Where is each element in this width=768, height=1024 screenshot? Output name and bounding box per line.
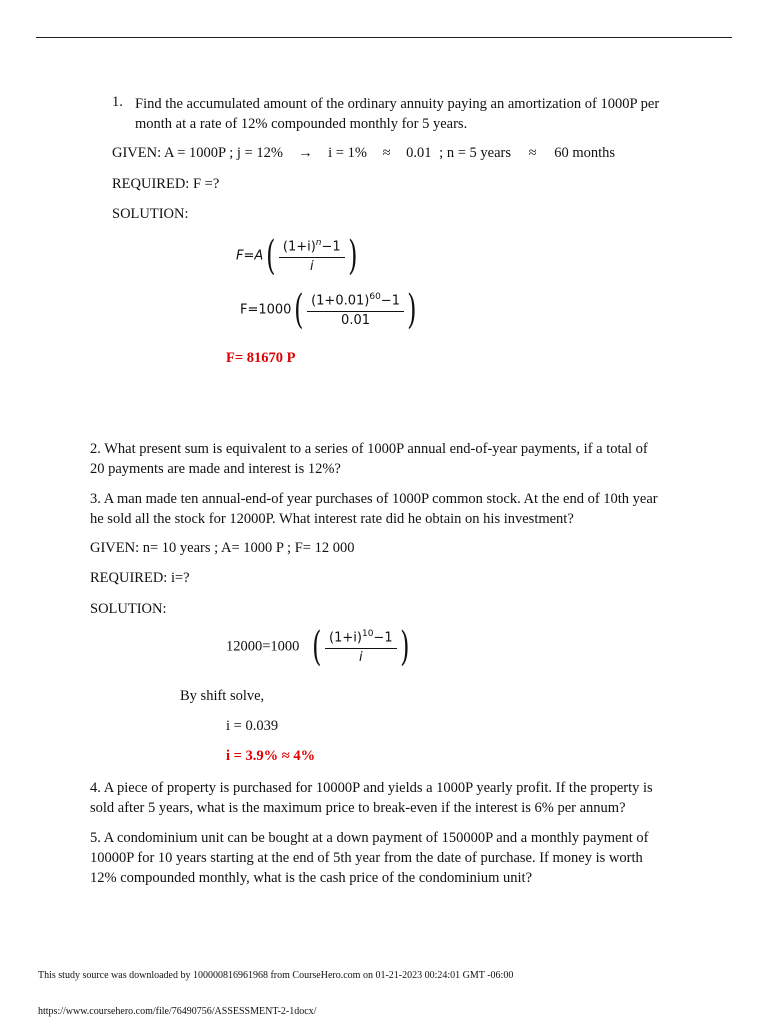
numerator xyxy=(325,629,397,648)
fraction xyxy=(307,292,404,327)
q3-i-value: i = 0.039 xyxy=(226,718,279,734)
approx-icon: ≈ xyxy=(382,145,391,161)
exponent: n xyxy=(315,238,322,249)
question-line: sold after 5 years, what is the maximum price to break-even if the interest is 6% per annum? xyxy=(90,800,626,816)
num-base: (1+i) xyxy=(282,239,316,255)
formula-lhs: F=1000 xyxy=(240,302,292,318)
question-line: 2. What present sum is equivalent to a series of 1000P annual end-of-year payments, if a total of xyxy=(90,441,648,457)
q3-formula xyxy=(226,624,412,670)
q3-shift-solve: By shift solve, xyxy=(180,688,265,704)
question-text xyxy=(135,94,680,134)
left-paren: ( xyxy=(266,233,276,279)
q1-formula xyxy=(236,233,360,279)
q1-required: REQUIRED: F =? xyxy=(112,176,220,192)
question-line: Find the accumulated amount of the ordinary annuity paying an amortization of 1000P per xyxy=(135,96,660,112)
right-paren: ) xyxy=(407,287,417,333)
top-rule xyxy=(36,37,732,38)
exponent: 10 xyxy=(361,629,374,640)
fraction xyxy=(325,629,397,664)
right-paren: ) xyxy=(399,624,410,670)
given-text: GIVEN: A = 1000P ; j = 12% xyxy=(112,145,283,161)
q1-formula-substituted xyxy=(240,287,420,333)
question-line: 3. A man made ten annual-end-of year purchases of 1000P common stock. At the end of 10th year xyxy=(90,491,658,507)
question-line: 12% compounded monthly, what is the cash price of the condominium unit? xyxy=(90,870,533,886)
num-tail: −1 xyxy=(321,239,341,255)
num-tail: −1 xyxy=(380,293,400,309)
q1-answer: F= 81670 P xyxy=(226,350,296,366)
num-base: (1+i) xyxy=(329,630,362,646)
question-line: 10000P for 10 years starting at the end of 5th year from the date of purchase. If money is worth xyxy=(90,850,643,866)
given-n: ; n = 5 years xyxy=(439,145,511,161)
num-base: (1+0.01) xyxy=(311,293,370,309)
q1-solution-label: SOLUTION: xyxy=(112,206,189,222)
right-paren: ) xyxy=(347,233,358,279)
given-i: i = 1% xyxy=(328,145,367,161)
question-line: 20 payments are made and interest is 12%? xyxy=(90,461,341,477)
question-line: 4. A piece of property is purchased for 10000P and yields a 1000P yearly profit. If the property is xyxy=(90,780,653,796)
q3-given: GIVEN: n= 10 years ; A= 1000 P ; F= 12 000 xyxy=(90,540,355,556)
given-months: 60 months xyxy=(554,145,616,161)
question-4 xyxy=(90,778,678,818)
denominator: i xyxy=(309,258,314,274)
question-2 xyxy=(90,439,678,479)
exponent: 60 xyxy=(369,292,381,303)
approx-icon: ≈ xyxy=(528,145,537,161)
question-line: 5. A condominium unit can be bought at a down payment of 150000P and a monthly payment of xyxy=(90,830,649,846)
numerator xyxy=(307,292,404,311)
question-line: month at a rate of 12% compounded monthly for 5 years. xyxy=(135,116,468,132)
left-paren: ( xyxy=(294,287,304,333)
q3-answer: i = 3.9% ≈ 4% xyxy=(226,748,316,764)
footer-url[interactable]: https://www.coursehero.com/file/76490756/ASSESSMENT-2-1docx/ xyxy=(38,1006,317,1017)
denominator: 0.01 xyxy=(341,312,370,328)
question-number: 1. xyxy=(112,94,123,110)
arrow-icon: → xyxy=(298,145,313,161)
formula-lhs: 12000=1000 xyxy=(226,638,300,655)
formula-lhs: F=A xyxy=(236,248,264,264)
footer-source: This study source was downloaded by 100000816961968 from CourseHero.com on 01-21-2023 00:24:01 GMT -06:00 xyxy=(38,970,514,981)
q1-given xyxy=(112,145,615,162)
fraction xyxy=(279,238,345,273)
given-i-decimal: 0.01 xyxy=(406,145,432,161)
left-paren: ( xyxy=(312,624,322,670)
question-3 xyxy=(90,489,678,529)
num-tail: −1 xyxy=(373,630,393,646)
q3-solution-label: SOLUTION: xyxy=(90,601,167,617)
numerator xyxy=(279,238,345,257)
question-line: he sold all the stock for 12000P. What interest rate did he obtain on his investment? xyxy=(90,511,574,527)
q3-required: REQUIRED: i=? xyxy=(90,570,190,586)
denominator: i xyxy=(359,649,363,665)
question-5 xyxy=(90,828,678,888)
